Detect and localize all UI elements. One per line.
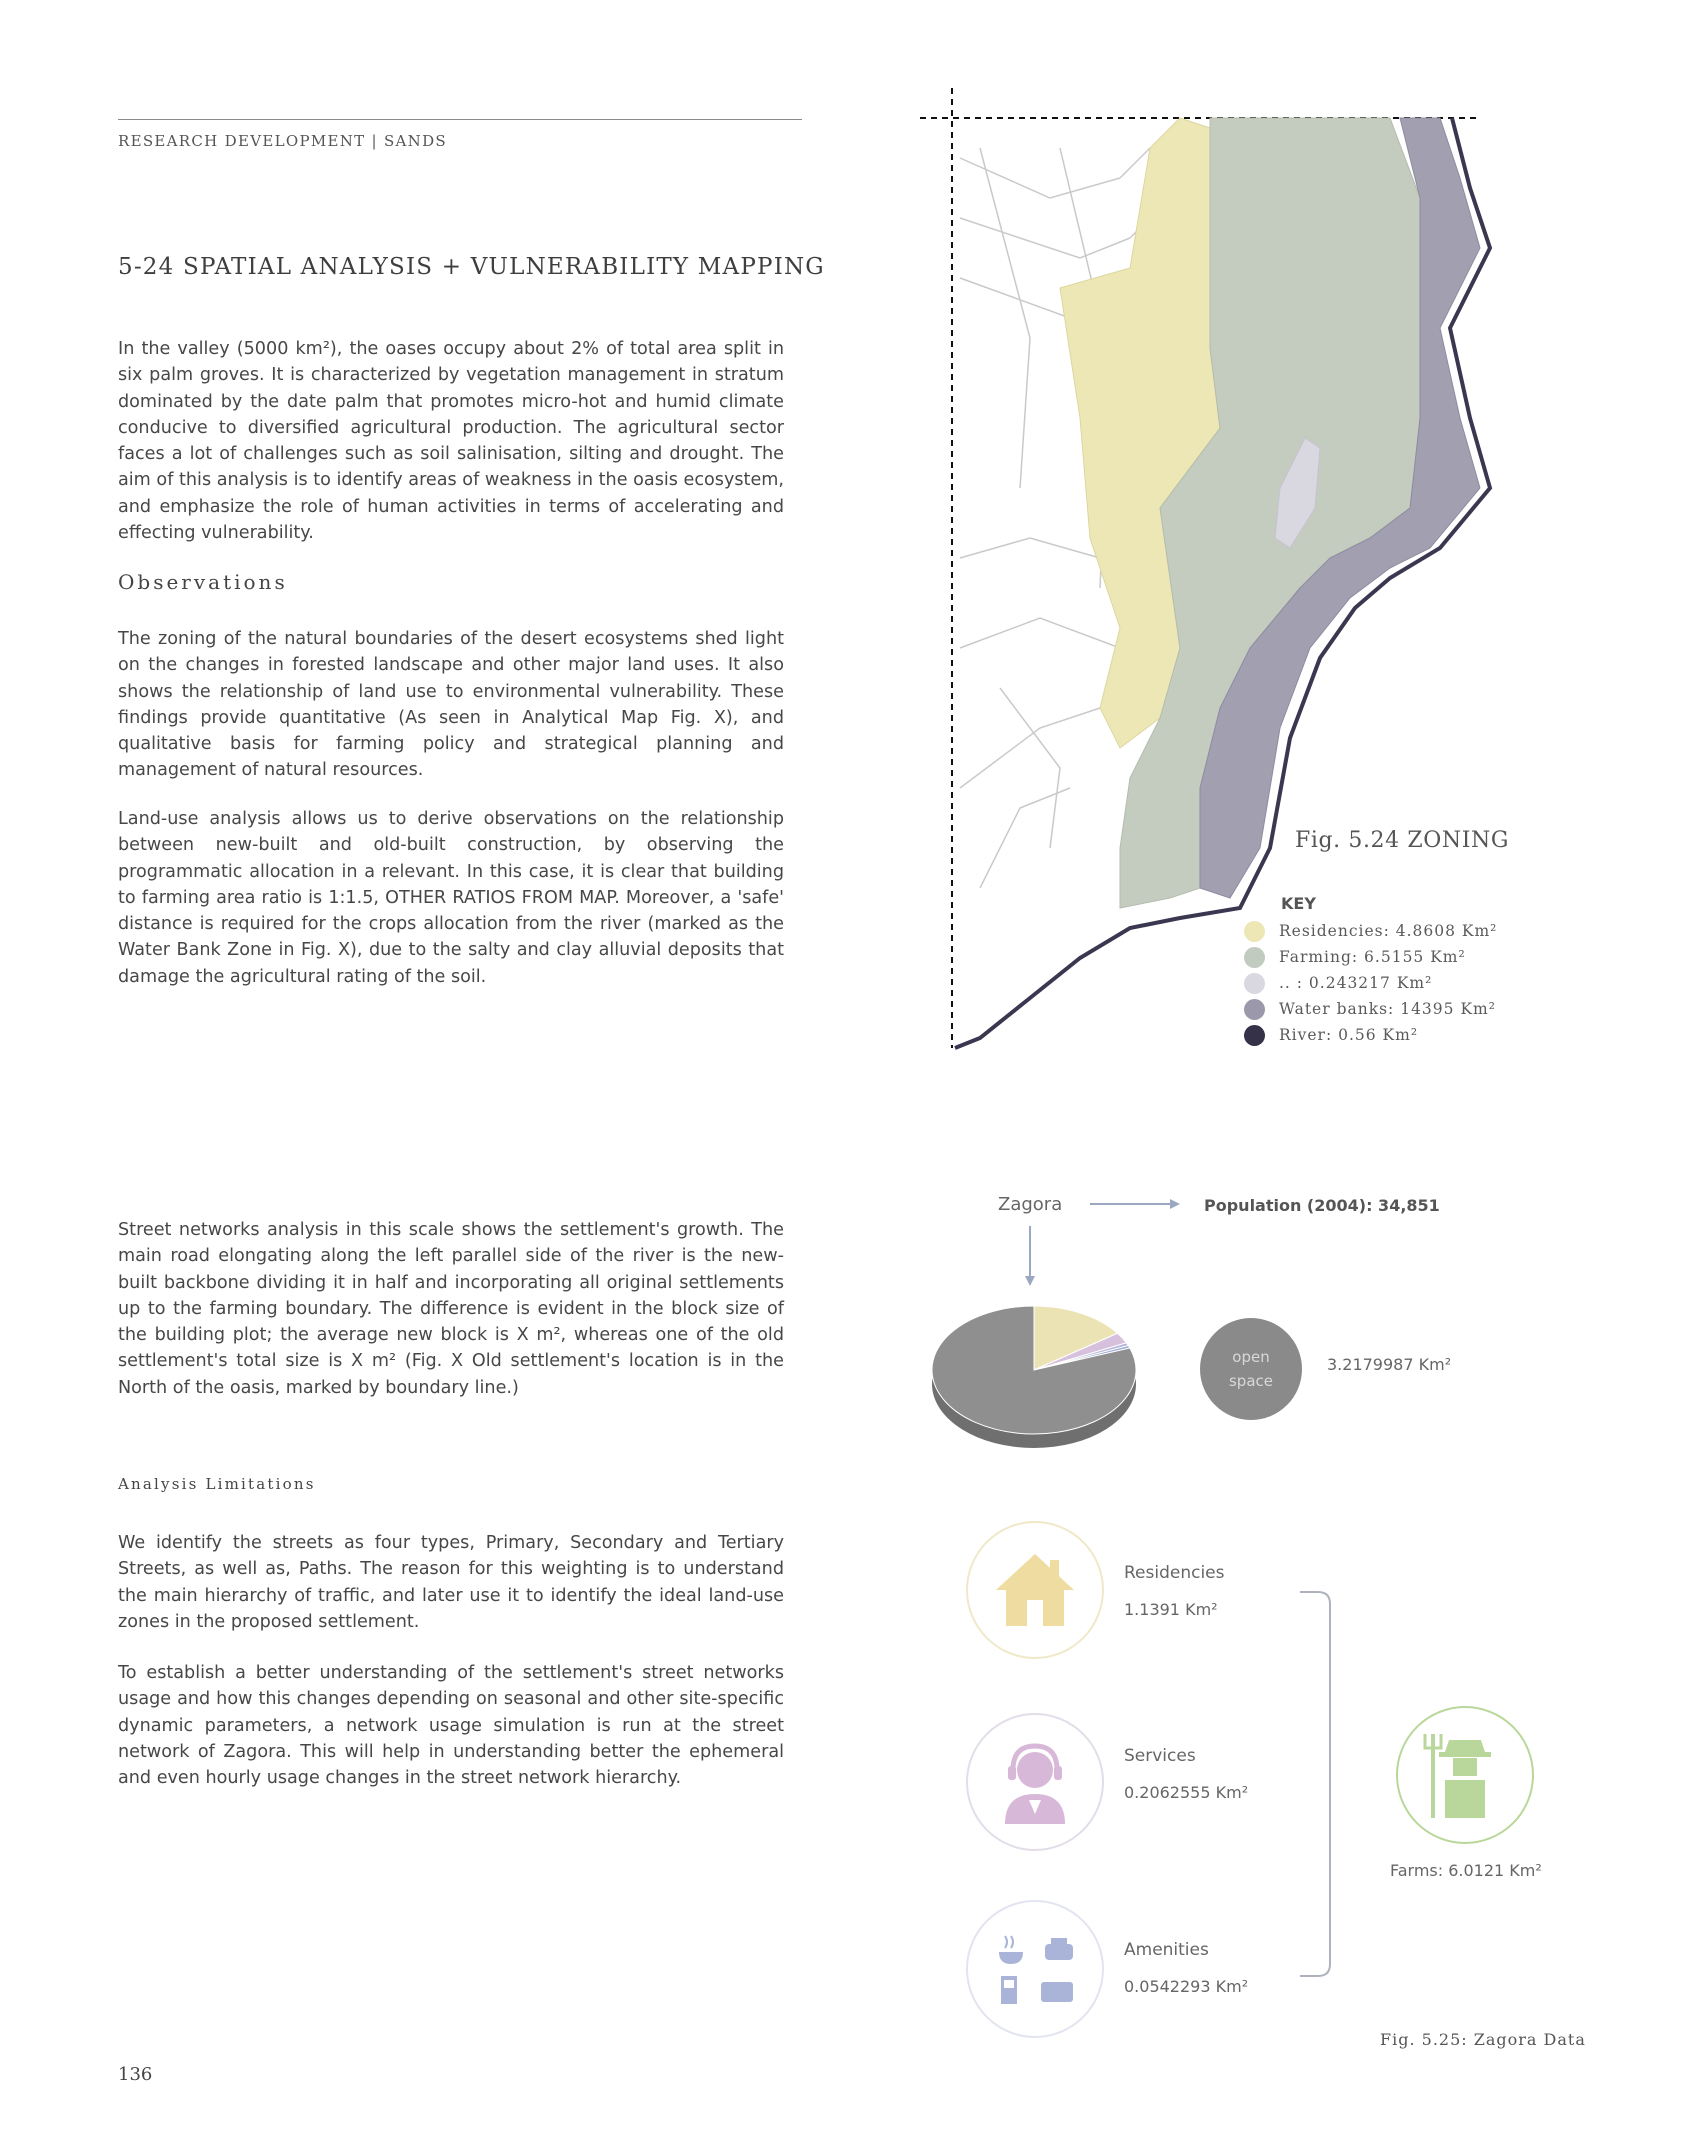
residencies-value: 1.1391 Km²	[1124, 1600, 1218, 1619]
limitations-heading: Analysis Limitations	[118, 1475, 316, 1493]
residencies-label: Residencies	[1124, 1563, 1225, 1583]
key-label: Water banks: 14395 Km²	[1279, 1000, 1496, 1018]
open-space-value: 3.2179987 Km²	[1327, 1355, 1452, 1374]
key-item-misc	[1244, 970, 1497, 996]
key-item-residencies	[1244, 918, 1497, 944]
limitations-paragraph-1: We identify the streets as four types, Primary, Secondary and Tertiary Streets, as well as, Paths. The reason for this weighting is to understand the main hierarchy of traffic, and later use it to identify the ideal land-use zones in the proposed settlement.	[118, 1533, 784, 1632]
farms-icon-circle	[1396, 1706, 1534, 1844]
open-space-circle	[1200, 1318, 1302, 1420]
grouping-bracket	[1298, 1590, 1338, 1980]
arrow-right-icon	[1090, 1196, 1180, 1212]
zagora-caption: Fig. 5.25: Zagora Data	[1380, 2030, 1586, 2049]
zagora-pie-chart	[928, 1290, 1148, 1460]
header-rule	[118, 119, 802, 120]
key-item-water-banks	[1244, 996, 1497, 1022]
key-swatch	[1244, 947, 1265, 968]
taxi-icon	[1045, 1944, 1073, 1960]
amenities-icon	[993, 1930, 1077, 2008]
residencies-icon-circle	[966, 1521, 1104, 1659]
farms-label: Farms: 6.0121 Km²	[1390, 1861, 1542, 1880]
key-swatch	[1244, 1025, 1265, 1046]
key-label: Residencies: 4.8608 Km²	[1279, 922, 1498, 940]
page-number: 136	[118, 2064, 153, 2085]
population-label: Population (2004): 34,851	[1204, 1196, 1440, 1215]
key-label: .. : 0.243217 Km²	[1279, 974, 1433, 992]
key-item-river	[1244, 1022, 1497, 1048]
zoning-key	[1244, 918, 1497, 1048]
key-label: River: 0.56 Km²	[1279, 1026, 1419, 1044]
key-item-farming	[1244, 944, 1497, 970]
services-value: 0.2062555 Km²	[1124, 1783, 1249, 1802]
section-title: 5-24 SPATIAL ANALYSIS + VULNERABILITY MAPPING	[118, 254, 825, 280]
key-label: Farming: 6.5155 Km²	[1279, 948, 1466, 966]
street-networks-paragraph: Street networks analysis in this scale shows the settlement's growth. The main road elongating along the left parallel side of the river is the new-built backbone dividing it in half and incorporating all original settlements up to the farming boundary. The difference is evident in the block size of the building plot; the average new block is X m², whereas one of the old settlement's total size is X m² (Fig. X Old settlement's location is in the North of the oasis, marked by boundary line.)	[118, 1220, 784, 1398]
farmer-icon	[1423, 1730, 1507, 1820]
key-swatch	[1244, 921, 1265, 942]
services-label: Services	[1124, 1746, 1196, 1766]
limitations-paragraph-2: To establish a better understanding of the settlement's street networks usage and how this changes depending on seasonal and other site-specific dynamic parameters, a network usage simulation is run at the street network of Zagora. This will help in understanding better the ephemeral and even hourly usage changes in the street network hierarchy.	[118, 1663, 784, 1789]
zagora-label: Zagora	[998, 1194, 1063, 1215]
observations-paragraph-2: Land-use analysis allows us to derive observations on the relationship between new-built and old-built construction, by observing the programmatic allocation in a relevant. In this case, it is clear that building to farming area ratio is 1:1.5, OTHER RATIOS FROM MAP. Moreover, a 'safe' distance is required for the crops allocation from the river (marked as the Water Bank Zone in Fig. X), due to the salty and clay alluvial deposits that damage the agricultural rating of the soil.	[118, 809, 784, 987]
support-agent-icon	[995, 1740, 1075, 1824]
key-swatch	[1244, 999, 1265, 1020]
open-space-label-2: space	[1228, 1372, 1273, 1390]
house-icon	[992, 1550, 1078, 1630]
running-head: RESEARCH DEVELOPMENT | SANDS	[118, 132, 447, 150]
zoning-caption: Fig. 5.24 ZONING	[1295, 828, 1510, 853]
bed-icon	[1041, 1982, 1073, 2002]
amenities-icon-circle	[966, 1900, 1104, 2038]
key-swatch	[1244, 973, 1265, 994]
open-space-label-1: open	[1232, 1348, 1270, 1366]
food-icon	[999, 1952, 1023, 1964]
amenities-value: 0.0542293 Km²	[1124, 1977, 1249, 1996]
observations-heading: Observations	[118, 570, 288, 594]
key-title: KEY	[1281, 894, 1316, 913]
amenities-label: Amenities	[1124, 1940, 1209, 1960]
observations-paragraph-1: The zoning of the natural boundaries of the desert ecosystems shed light on the changes in forested landscape and other major land uses. It also shows the relationship of land use to environmental vulnerability. These findings provide quantitative (As seen in Analytical Map Fig. X), and qualitative basis for farming policy and strategical planning and management of natural resources.	[118, 629, 784, 781]
arrow-down-icon	[1022, 1226, 1038, 1286]
services-icon-circle	[966, 1713, 1104, 1851]
intro-paragraph: In the valley (5000 km²), the oases occupy about 2% of total area split in six palm groves. It is characterized by vegetation management in stratum dominated by the date palm that promotes micro-hot and humid climate conducive to diversified agricultural production. The agricultural sector faces a lot of challenges such as soil salinisation, silting and drought. The aim of this analysis is to identify areas of weakness in the oasis ecosystem, and emphasize the role of human activities in terms of accelerating and effecting vulnerability.	[118, 339, 784, 544]
zoning-map	[920, 88, 1500, 1058]
